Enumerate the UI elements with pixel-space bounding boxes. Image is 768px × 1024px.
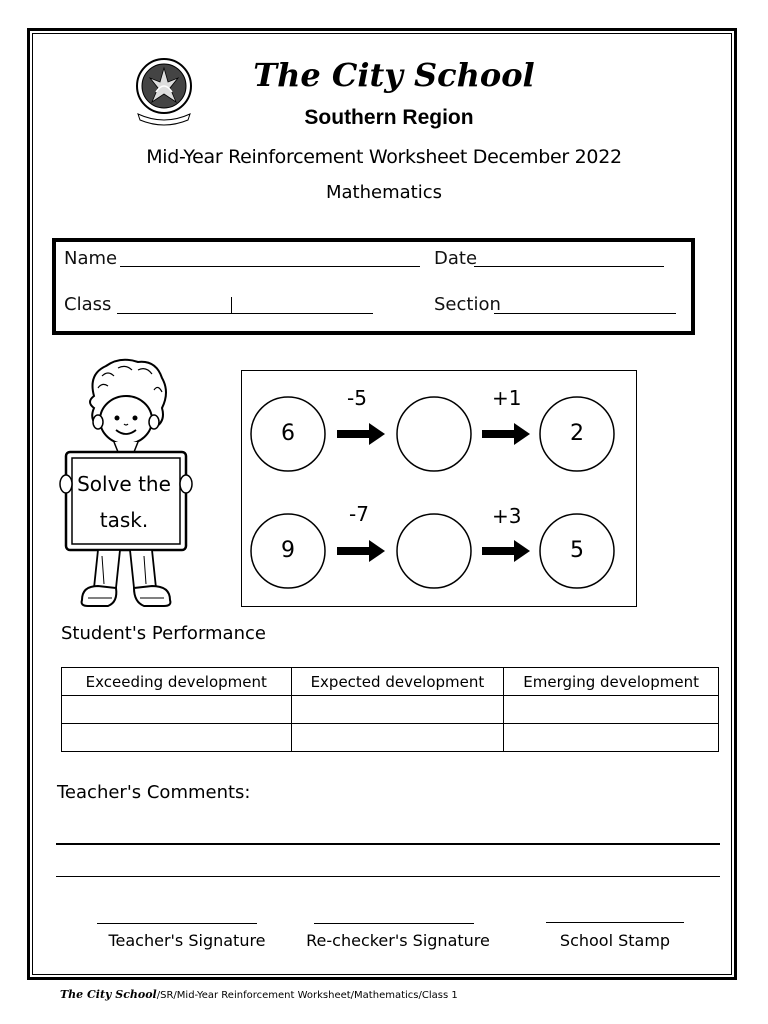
sign-line-1: Solve the <box>77 472 171 496</box>
worksheet-title: Mid-Year Reinforcement Worksheet December 2022 <box>146 146 622 168</box>
class-divider <box>231 297 232 313</box>
subject-title: Mathematics <box>326 182 442 203</box>
cell-exceeding-2[interactable] <box>62 724 292 752</box>
cell-exceeding-1[interactable] <box>62 696 292 724</box>
school-stamp-line[interactable] <box>546 922 684 923</box>
sign-text <box>72 466 176 538</box>
row1-end-number: 2 <box>570 421 584 446</box>
section-field[interactable] <box>494 313 676 314</box>
row2-op2: +3 <box>492 504 522 528</box>
performance-title: Student's Performance <box>61 623 266 644</box>
table-row <box>62 724 719 752</box>
rechecker-signature-label: Re-checker's Signature <box>306 931 490 950</box>
row2-arrow-2-icon <box>482 540 530 562</box>
region-title: Southern Region <box>304 106 474 129</box>
cell-expected-2[interactable] <box>291 724 504 752</box>
date-field[interactable] <box>474 266 664 267</box>
sign-line-2: task. <box>99 508 149 532</box>
rechecker-signature-line[interactable] <box>314 923 474 924</box>
row1-op1: -5 <box>347 386 367 410</box>
footer <box>60 988 458 1001</box>
column-exceeding: Exceeding development <box>62 668 292 696</box>
name-field[interactable] <box>120 266 420 267</box>
section-label: Section <box>434 294 501 315</box>
table-header-row <box>62 668 719 696</box>
comments-title: Teacher's Comments: <box>57 782 251 803</box>
cell-expected-1[interactable] <box>291 696 504 724</box>
footer-brand: The City School <box>60 988 157 1001</box>
task-diagram <box>241 370 637 607</box>
performance-table <box>61 667 719 752</box>
footer-path: /SR/Mid-Year Reinforcement Worksheet/Mathematics/Class 1 <box>156 990 458 1001</box>
row1-arrow-1-icon <box>337 423 385 445</box>
teacher-signature-label: Teacher's Signature <box>108 931 266 950</box>
school-name: The City School <box>253 56 535 94</box>
class-label: Class <box>64 294 112 315</box>
cell-emerging-1[interactable] <box>504 696 719 724</box>
class-field[interactable] <box>117 313 373 314</box>
table-row <box>62 696 719 724</box>
comment-line-1[interactable] <box>56 843 720 845</box>
date-label: Date <box>434 248 478 269</box>
school-stamp-label: School Stamp <box>559 931 671 950</box>
cell-emerging-2[interactable] <box>504 724 719 752</box>
student-info-box <box>52 238 695 335</box>
row2-op1: -7 <box>349 502 369 526</box>
row1-arrow-2-icon <box>482 423 530 445</box>
row2-arrow-1-icon <box>337 540 385 562</box>
column-expected: Expected development <box>291 668 504 696</box>
comment-line-2[interactable] <box>56 876 720 877</box>
row1-op2: +1 <box>492 386 522 410</box>
row2-start-number: 9 <box>281 538 295 563</box>
row1-middle-answer[interactable] <box>397 397 471 471</box>
column-emerging: Emerging development <box>504 668 719 696</box>
name-label: Name <box>64 248 118 269</box>
row2-end-number: 5 <box>570 538 584 563</box>
row1-start-number: 6 <box>281 421 295 446</box>
row2-middle-answer[interactable] <box>397 514 471 588</box>
teacher-signature-line[interactable] <box>97 923 257 924</box>
